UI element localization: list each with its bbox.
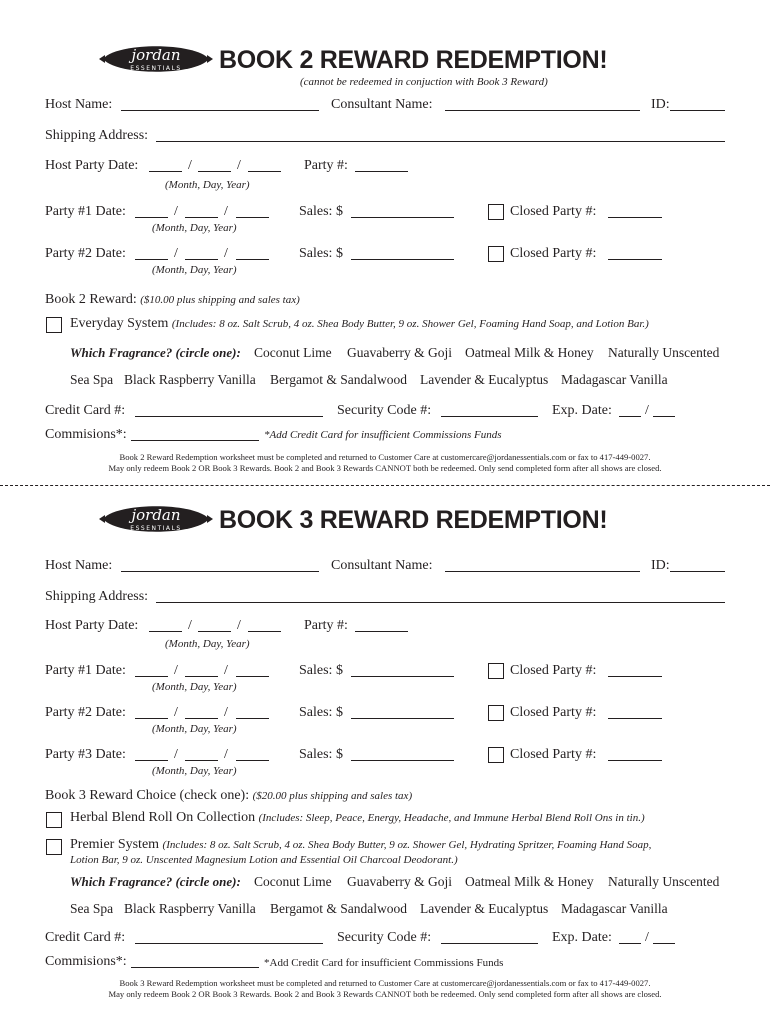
sales-label: Sales: $ (299, 747, 343, 762)
month-day-year-hint: (Month, Day, Year) (152, 222, 237, 234)
party1-sales-field[interactable] (351, 676, 454, 677)
fragrance-option[interactable]: Black Raspberry Vanilla (124, 901, 256, 916)
party1-month-field[interactable] (135, 217, 168, 218)
host-party-day-field[interactable] (198, 631, 231, 632)
book3-instructions-line1: Book 3 Reward Redemption worksheet must be completed and returned to Customer Care at customercare@jordanessentials.com or fax to 417-449-0027. (119, 978, 651, 988)
party3-date-label: Party #3 Date: (45, 747, 126, 762)
host-party-date-label: Host Party Date: (45, 158, 139, 173)
exp-year-field[interactable] (653, 416, 675, 417)
consultant-name-label: Consultant Name: (331, 558, 433, 573)
commissions-field[interactable] (131, 967, 259, 968)
party2-closed-checkbox[interactable] (488, 705, 504, 721)
slash: / (224, 747, 228, 762)
everyday-system-includes: (Includes: 8 oz. Salt Scrub, 4 oz. Shea Body Butter, 9 oz. Shower Gel, Foaming Hand Soap, and Lotion Bar.) (171, 318, 649, 330)
fragrance-option[interactable]: Coconut Lime (254, 345, 332, 360)
party2-closed-field[interactable] (608, 718, 662, 719)
security-code-label: Security Code #: (337, 930, 432, 945)
svg-text:jordan: jordan (131, 506, 181, 524)
herbal-blend-includes: (Includes: Sleep, Peace, Energy, Headache, and Immune Herbal Blend Roll Ons in tin.) (258, 812, 645, 824)
book3-instructions-line2: May only redeem Book 2 OR Book 3 Rewards. Book 2 and Book 3 Rewards CANNOT both be redeemed. Only send completed form after all shows are closed. (108, 989, 662, 999)
host-party-month-field[interactable] (149, 171, 182, 172)
party1-closed-checkbox[interactable] (488, 663, 504, 679)
svg-text:ESSENTIALS: ESSENTIALS (130, 65, 182, 72)
party1-year-field[interactable] (236, 217, 269, 218)
fragrance-option[interactable]: Oatmeal Milk & Honey (465, 874, 594, 889)
closed-party-label: Closed Party #: (510, 246, 597, 261)
book3-reward-label (45, 788, 412, 804)
fragrance-option[interactable]: Lavender & Eucalyptus (420, 901, 549, 916)
closed-party-label: Closed Party #: (510, 747, 597, 762)
host-party-year-field[interactable] (248, 171, 281, 172)
book2-instructions-line1: Book 2 Reward Redemption worksheet must be completed and returned to Customer Care at customercare@jordanessentials.com or fax to 417-449-0027. (119, 452, 651, 462)
fragrance-option[interactable]: Bergamot & Sandalwood (270, 901, 407, 916)
fragrance-option[interactable]: Coconut Lime (254, 874, 332, 889)
month-day-year-hint: (Month, Day, Year) (152, 723, 237, 735)
book3-reward-label-text: Book 3 Reward Choice (check one): (45, 788, 250, 803)
party2-month-field[interactable] (135, 259, 168, 260)
book3-reward-price: ($20.00 plus shipping and sales tax) (252, 790, 413, 802)
fragrance-option[interactable]: Bergamot & Sandalwood (270, 372, 407, 387)
fragrance-option[interactable]: Black Raspberry Vanilla (124, 372, 256, 387)
consultant-name-label: Consultant Name: (331, 97, 433, 112)
host-name-label: Host Name: (45, 97, 113, 112)
herbal-blend-label: Herbal Blend Roll On Collection (70, 810, 256, 825)
cut-line-divider (0, 485, 770, 486)
closed-party-label: Closed Party #: (510, 663, 597, 678)
party1-date-label: Party #1 Date: (45, 204, 126, 219)
which-fragrance-label: Which Fragrance? (circle one): (70, 874, 241, 889)
party3-year-field[interactable] (236, 760, 269, 761)
commissions-note: *Add Credit Card for insufficient Commissions Funds (264, 957, 504, 969)
which-fragrance-label: Which Fragrance? (circle one): (70, 345, 241, 360)
exp-date-label: Exp. Date: (552, 403, 612, 418)
fragrance-option[interactable]: Naturally Unscented (608, 874, 720, 889)
consultant-name-field[interactable] (445, 110, 640, 111)
shipping-address-field[interactable] (156, 141, 725, 142)
closed-party-label: Closed Party #: (510, 204, 597, 219)
month-day-year-hint: (Month, Day, Year) (165, 638, 250, 650)
credit-card-label: Credit Card #: (45, 403, 126, 418)
premier-system-checkbox[interactable] (46, 839, 62, 855)
party1-date-label: Party #1 Date: (45, 663, 126, 678)
shipping-address-label: Shipping Address: (45, 128, 149, 143)
slash: / (224, 663, 228, 678)
exp-date-label: Exp. Date: (552, 930, 612, 945)
credit-card-label: Credit Card #: (45, 930, 126, 945)
security-code-field[interactable] (441, 416, 538, 417)
id-field[interactable] (670, 571, 725, 572)
slash: / (174, 747, 178, 762)
party3-sales-field[interactable] (351, 760, 454, 761)
book2-reward-label-text: Book 2 Reward: (45, 292, 137, 307)
party1-day-field[interactable] (185, 217, 218, 218)
shipping-address-label: Shipping Address: (45, 589, 149, 604)
party2-closed-field[interactable] (608, 259, 662, 260)
everyday-system-option (70, 316, 649, 332)
credit-card-field[interactable] (135, 416, 323, 417)
host-party-year-field[interactable] (248, 631, 281, 632)
book3-title: BOOK 3 REWARD REDEMPTION! (219, 506, 608, 534)
book2-title: BOOK 2 REWARD REDEMPTION! (219, 46, 608, 74)
month-day-year-hint: (Month, Day, Year) (152, 681, 237, 693)
party2-date-label: Party #2 Date: (45, 246, 126, 261)
herbal-blend-checkbox[interactable] (46, 812, 62, 828)
party1-month-field[interactable] (135, 676, 168, 677)
fragrance-option[interactable]: Oatmeal Milk & Honey (465, 345, 594, 360)
party1-sales-field[interactable] (351, 217, 454, 218)
host-party-day-field[interactable] (198, 171, 231, 172)
slash: / (224, 705, 228, 720)
fragrance-option[interactable]: Sea Spa (70, 372, 114, 387)
host-name-label: Host Name: (45, 558, 113, 573)
jordan-essentials-logo (97, 500, 215, 538)
fragrance-option[interactable]: Madagascar Vanilla (561, 372, 668, 387)
credit-card-field[interactable] (135, 943, 323, 944)
party2-sales-field[interactable] (351, 718, 454, 719)
premier-system-label: Premier System (70, 837, 160, 852)
party2-month-field[interactable] (135, 718, 168, 719)
party1-year-field[interactable] (236, 676, 269, 677)
consultant-name-field[interactable] (445, 571, 640, 572)
slash: / (174, 246, 178, 261)
party1-day-field[interactable] (185, 676, 218, 677)
slash: / (174, 204, 178, 219)
book2-reward-label (45, 292, 300, 308)
party1-closed-field[interactable] (608, 217, 662, 218)
jordan-essentials-logo (97, 40, 215, 78)
book2-subtitle: (cannot be redeemed in conjuction with Book 3 Reward) (300, 76, 548, 88)
id-label: ID: (651, 97, 670, 112)
party2-day-field[interactable] (185, 718, 218, 719)
party-num-label: Party #: (304, 158, 348, 173)
month-day-year-hint: (Month, Day, Year) (152, 264, 237, 276)
sales-label: Sales: $ (299, 663, 343, 678)
book2-instructions-line2: May only redeem Book 2 OR Book 3 Rewards. Book 2 and Book 3 Rewards CANNOT both be redeemed. Only send completed form after all shows are closed. (108, 463, 662, 473)
month-day-year-hint: (Month, Day, Year) (165, 179, 250, 191)
fragrance-option[interactable]: Sea Spa (70, 901, 114, 916)
commissions-label: Commisions*: (45, 954, 127, 969)
party3-day-field[interactable] (185, 760, 218, 761)
premier-system-includes-cont: Lotion Bar, 9 oz. Unscented Magnesium Lotion and Essential Oil Charcoal Deodorant.) (70, 854, 458, 866)
everyday-system-label: Everyday System (70, 316, 169, 331)
slash: / (174, 705, 178, 720)
fragrance-option[interactable]: Naturally Unscented (608, 345, 720, 360)
month-day-year-hint: (Month, Day, Year) (152, 765, 237, 777)
fragrance-option[interactable]: Guavaberry & Goji (347, 874, 452, 889)
party2-closed-checkbox[interactable] (488, 246, 504, 262)
slash: / (224, 204, 228, 219)
party3-month-field[interactable] (135, 760, 168, 761)
slash: / (645, 403, 649, 418)
herbal-blend-option (70, 810, 645, 826)
slash: / (237, 618, 241, 633)
host-party-date-label: Host Party Date: (45, 618, 139, 633)
fragrance-option[interactable]: Guavaberry & Goji (347, 345, 452, 360)
host-name-field[interactable] (121, 571, 319, 572)
commissions-field[interactable] (131, 440, 259, 441)
commissions-label: Commisions*: (45, 427, 127, 442)
exp-month-field[interactable] (619, 416, 641, 417)
party2-sales-field[interactable] (351, 259, 454, 260)
sales-label: Sales: $ (299, 204, 343, 219)
sales-label: Sales: $ (299, 705, 343, 720)
party2-year-field[interactable] (236, 259, 269, 260)
slash: / (188, 618, 192, 633)
premier-system-option (70, 837, 651, 853)
party1-closed-checkbox[interactable] (488, 204, 504, 220)
commissions-note: *Add Credit Card for insufficient Commissions Funds (264, 429, 502, 441)
id-field[interactable] (670, 110, 725, 111)
exp-month-field[interactable] (619, 943, 641, 944)
sales-label: Sales: $ (299, 246, 343, 261)
host-party-month-field[interactable] (149, 631, 182, 632)
party-num-label: Party #: (304, 618, 348, 633)
party-num-field[interactable] (355, 171, 408, 172)
id-label: ID: (651, 558, 670, 573)
slash: / (237, 158, 241, 173)
svg-text:ESSENTIALS: ESSENTIALS (130, 525, 182, 532)
fragrance-option[interactable]: Madagascar Vanilla (561, 901, 668, 916)
party2-date-label: Party #2 Date: (45, 705, 126, 720)
party2-day-field[interactable] (185, 259, 218, 260)
exp-year-field[interactable] (653, 943, 675, 944)
everyday-system-checkbox[interactable] (46, 317, 62, 333)
party2-year-field[interactable] (236, 718, 269, 719)
host-name-field[interactable] (121, 110, 319, 111)
party3-closed-checkbox[interactable] (488, 747, 504, 763)
slash: / (224, 246, 228, 261)
slash: / (645, 930, 649, 945)
svg-text:jordan: jordan (131, 46, 181, 64)
book2-reward-price: ($10.00 plus shipping and sales tax) (140, 294, 300, 306)
shipping-address-field[interactable] (156, 602, 725, 603)
party1-closed-field[interactable] (608, 676, 662, 677)
party-num-field[interactable] (355, 631, 408, 632)
slash: / (188, 158, 192, 173)
premier-system-includes: (Includes: 8 oz. Salt Scrub, 4 oz. Shea Body Butter, 9 oz. Shower Gel, Hydrating Spritzer, Foaming Hand Soap, (162, 839, 652, 851)
security-code-label: Security Code #: (337, 403, 432, 418)
slash: / (174, 663, 178, 678)
security-code-field[interactable] (441, 943, 538, 944)
party3-closed-field[interactable] (608, 760, 662, 761)
closed-party-label: Closed Party #: (510, 705, 597, 720)
fragrance-option[interactable]: Lavender & Eucalyptus (420, 372, 549, 387)
